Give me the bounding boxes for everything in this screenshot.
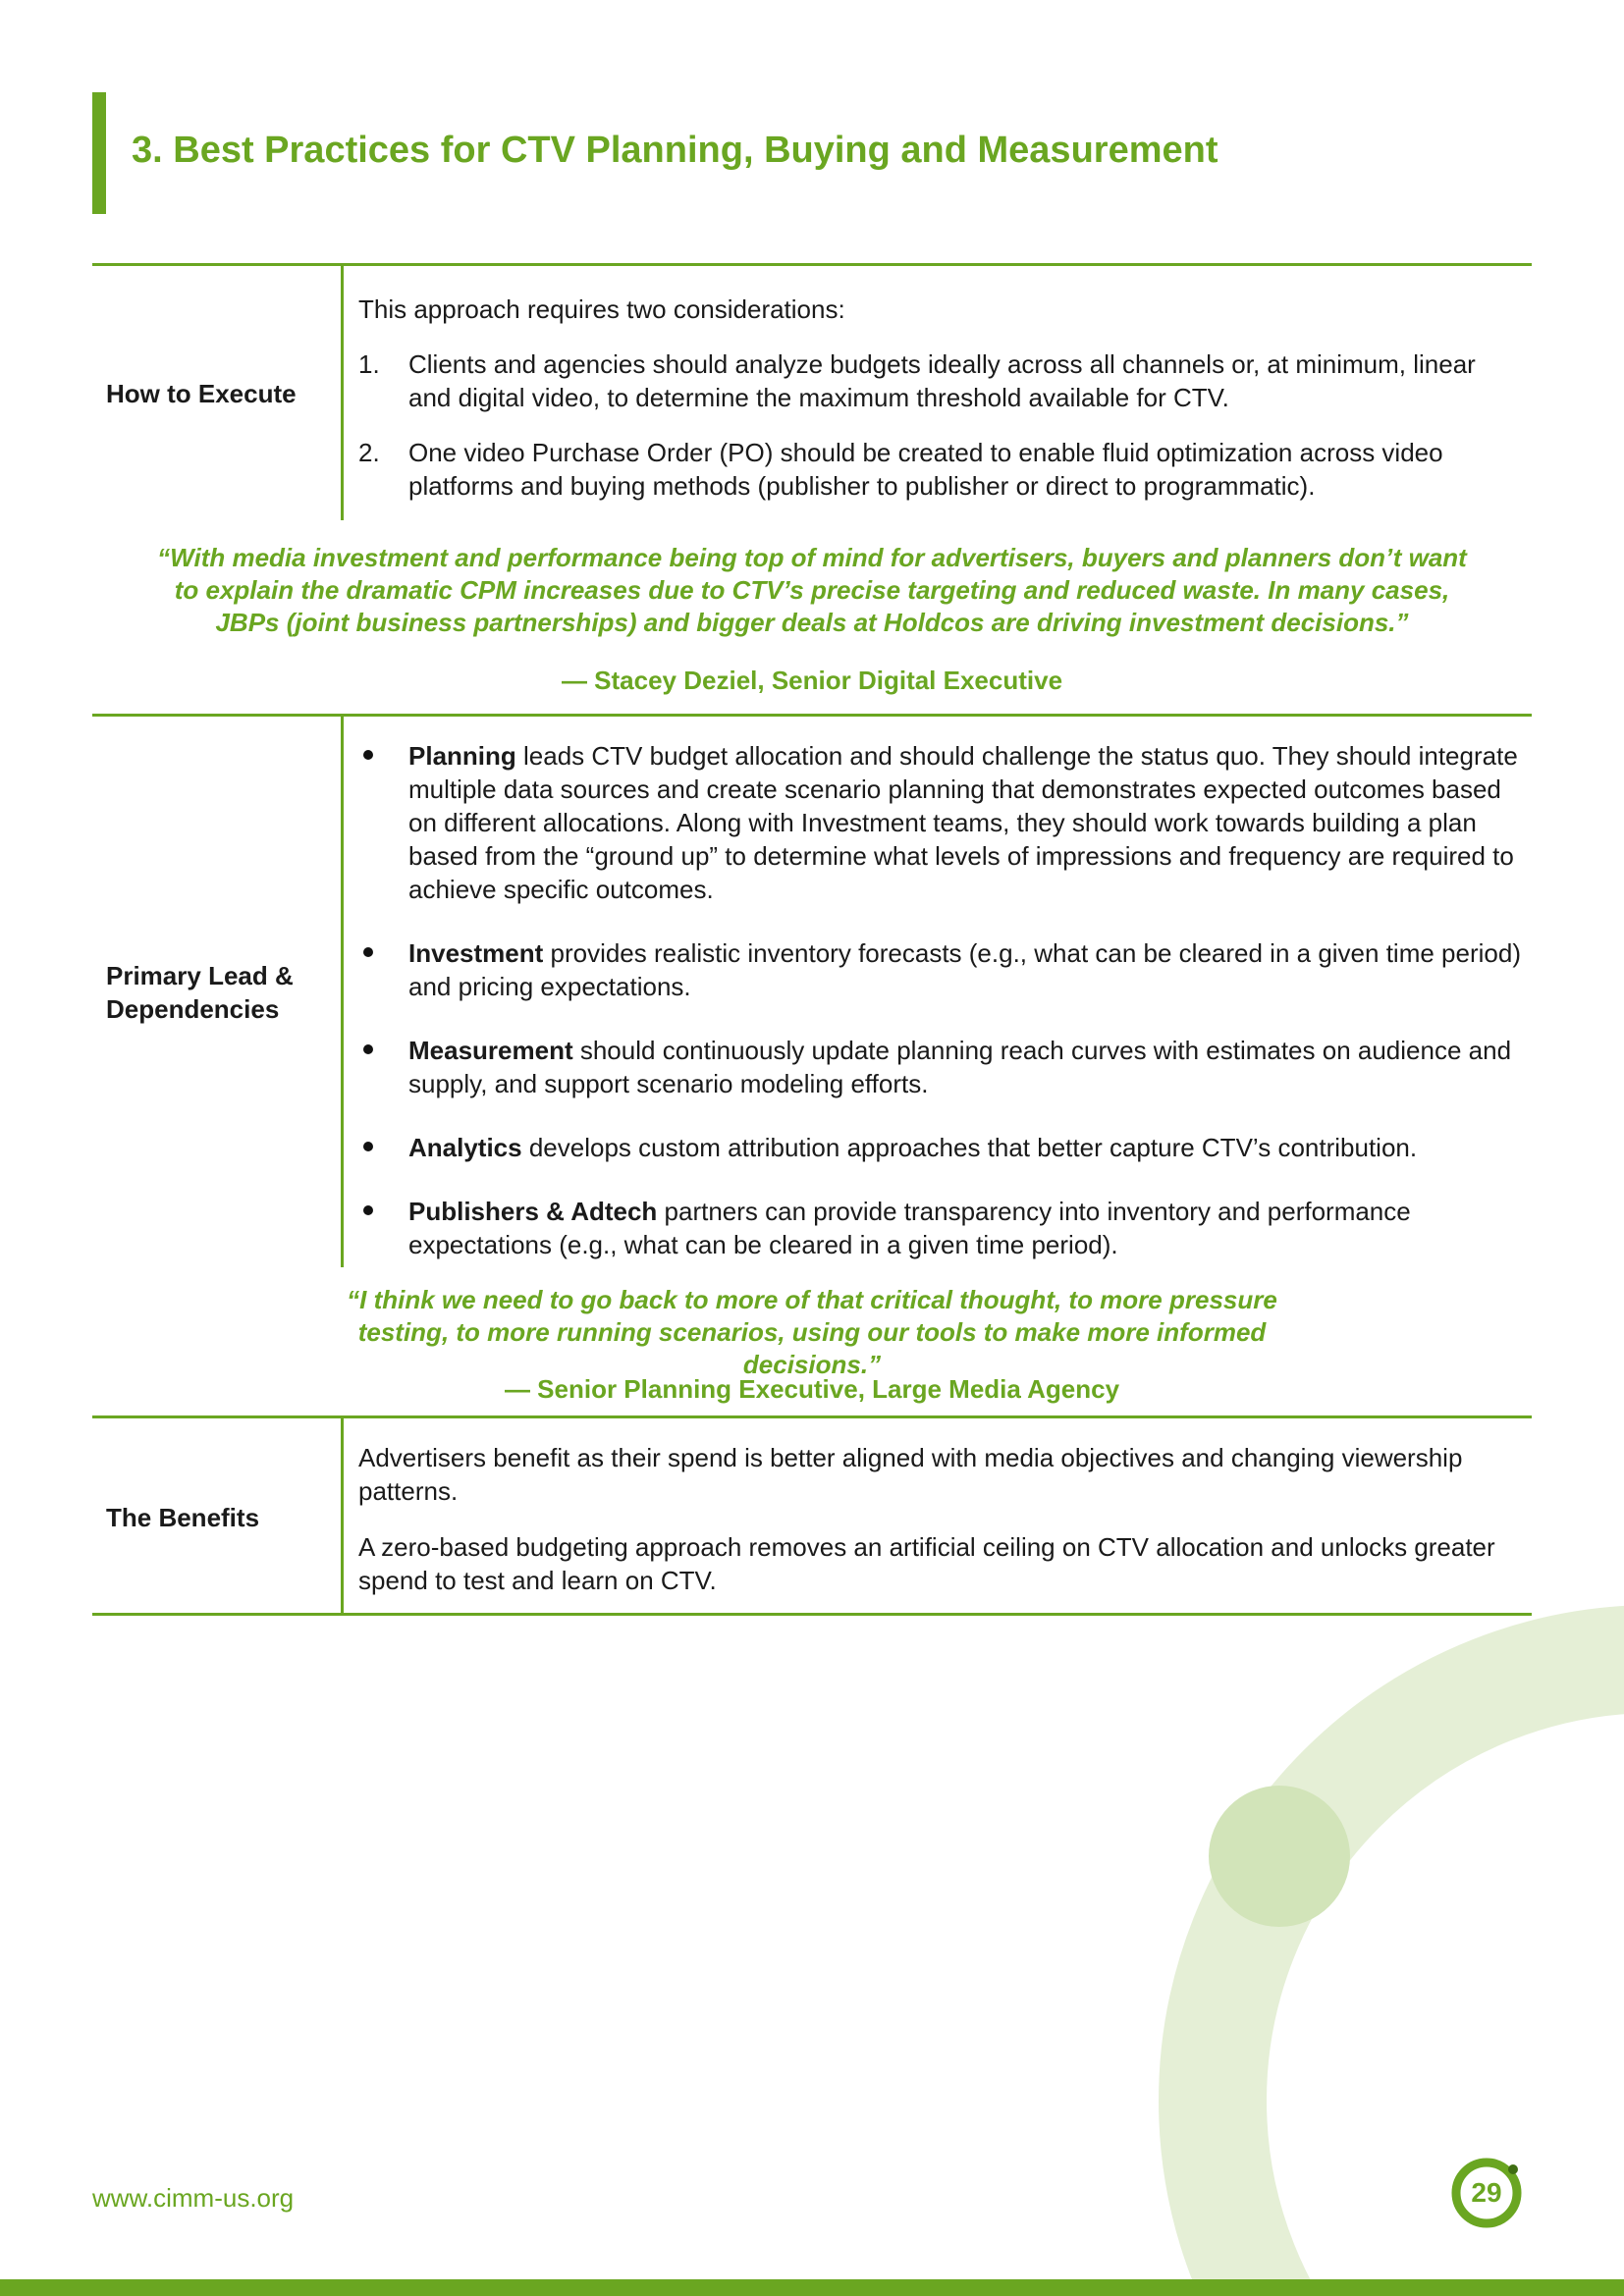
- intro-text: This approach requires two considerations:: [358, 294, 845, 324]
- bullet-item: [358, 936, 1522, 1003]
- bullet-heading: Planning: [408, 741, 516, 771]
- pull-quote: “I think we need to go back to more of that critical thought, to more pressure testing, to more running scenarios, using our tools to make more informed decisions.”: [347, 1285, 1277, 1379]
- how-to-execute-row: [92, 263, 1532, 520]
- quote-attribution: — Senior Planning Executive, Large Media Agency: [504, 1374, 1120, 1404]
- table-bottom-rule: [92, 1613, 1532, 1616]
- page-number-badge: [1449, 2156, 1524, 2230]
- row-label: Primary Lead & Dependencies: [92, 717, 344, 1267]
- bullet-dot: [363, 1142, 373, 1151]
- primary-lead-row: [92, 714, 1532, 1267]
- bullet-item: [358, 1131, 1522, 1164]
- numbered-item: [358, 436, 1522, 503]
- benefit-paragraph: A zero-based budgeting approach removes an artificial ceiling on CTV allocation and unlocks greater spend to test and learn on CTV.: [358, 1532, 1495, 1595]
- bullet-item: [358, 1195, 1522, 1261]
- page-number: 29: [1471, 2177, 1502, 2208]
- bullet-heading: Investment: [408, 938, 544, 968]
- item-number: 2.: [358, 438, 380, 467]
- bullet-dot: [363, 1205, 373, 1215]
- item-text: Clients and agencies should analyze budgets ideally across all channels or, at minimum, linear and digital video, to determine the maximum threshold available for CTV.: [408, 349, 1476, 412]
- bullet-text: leads CTV budget allocation and should challenge the status quo. They should integrate multiple data sources and create scenario planning that demonstrates expected outcomes based on different allocations. Along with Investment teams, they should work towards building a plan based from the “ground up” to determine what levels of impressions and frequency are required to achieve specific outcomes.: [408, 741, 1518, 904]
- row-content: [358, 266, 1522, 503]
- footer-bar: [0, 2279, 1624, 2296]
- bullet-text: develops custom attribution approaches that better capture CTV’s contribution.: [521, 1133, 1418, 1162]
- bullet-heading: Measurement: [408, 1036, 573, 1065]
- quote-attribution: — Stacey Deziel, Senior Digital Executive: [561, 666, 1063, 695]
- row-label: The Benefits: [92, 1418, 344, 1616]
- bullet-dot: [363, 1044, 373, 1054]
- page-title: 3. Best Practices for CTV Planning, Buying and Measurement: [132, 130, 1218, 171]
- benefit-paragraph: Advertisers benefit as their spend is better aligned with media objectives and changing viewership patterns.: [358, 1443, 1463, 1506]
- bullet-text: provides realistic inventory forecasts (e.g., what can be cleared in a given time period) and pricing expectations.: [408, 938, 1521, 1001]
- bullet-dot: [363, 750, 373, 760]
- row-label: How to Execute: [92, 266, 344, 520]
- row-content: [358, 1418, 1522, 1597]
- bullet-dot: [363, 947, 373, 957]
- pull-quote: “With media investment and performance being top of mind for advertisers, buyers and planners don’t want to explain the dramatic CPM increases due to CTV’s precise targeting and reduced waste. In many cases, JBPs (joint business partnerships) and bigger deals at Holdcos are driving investment decisions.”: [157, 543, 1467, 637]
- decorative-dot: [1209, 1786, 1350, 1927]
- title-accent-bar: [92, 92, 106, 214]
- bullet-text: partners can provide transparency into inventory and performance expectations (e.g., what can be cleared in a given time period).: [408, 1197, 1411, 1259]
- bullet-heading: Analytics: [408, 1133, 522, 1162]
- bullet-item: [358, 739, 1522, 906]
- footer-url-link[interactable]: www.cimm-us.org: [92, 2183, 295, 2213]
- benefits-row: [92, 1415, 1532, 1616]
- numbered-item: [358, 347, 1522, 414]
- bullet-item: [358, 1034, 1522, 1100]
- item-number: 1.: [358, 349, 380, 379]
- row-content: [358, 717, 1522, 1261]
- decorative-ring: [1213, 1659, 1624, 2296]
- item-text: One video Purchase Order (PO) should be created to enable fluid optimization across video platforms and buying methods (publisher to publisher or direct to programmatic).: [408, 438, 1443, 501]
- bullet-heading: Publishers & Adtech: [408, 1197, 658, 1226]
- bullet-text: should continuously update planning reach curves with estimates on audience and supply, and support scenario modeling efforts.: [408, 1036, 1512, 1098]
